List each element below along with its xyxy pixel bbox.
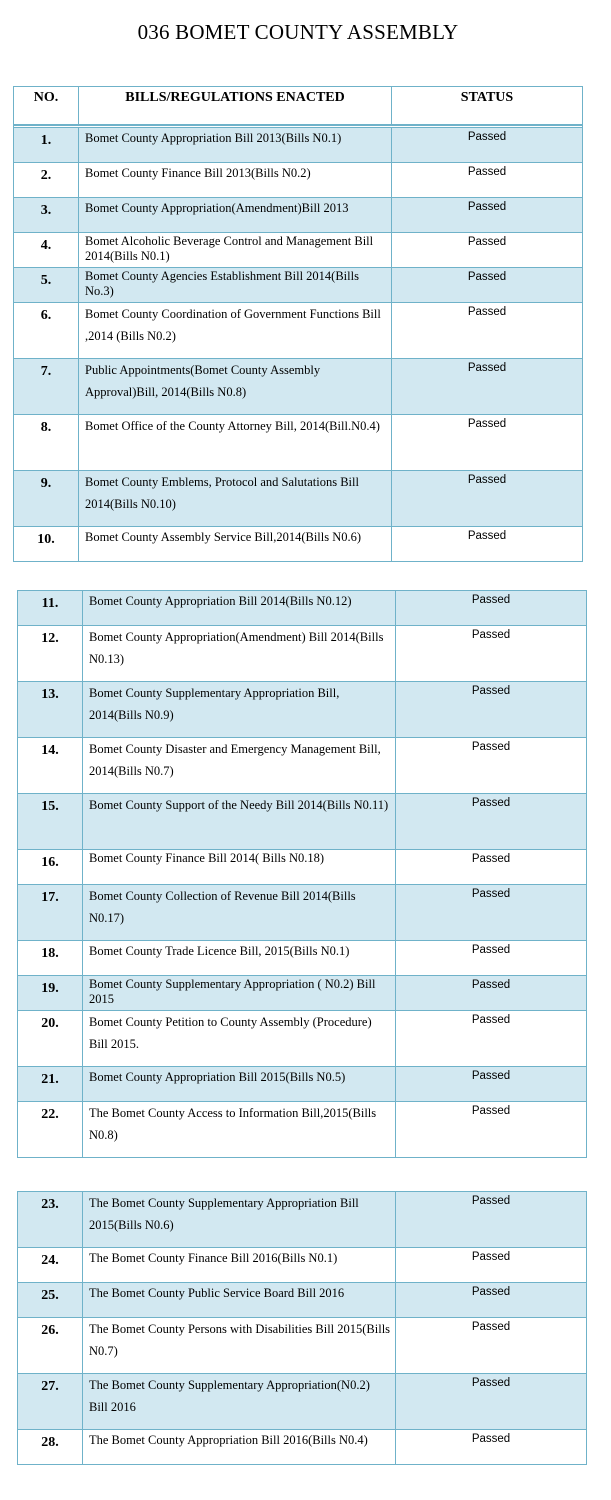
status-value: Passed: [396, 1102, 587, 1158]
status-value: Passed: [396, 850, 587, 885]
table-row: [14, 359, 583, 415]
table-row: [14, 233, 583, 268]
table-row: [14, 415, 583, 471]
row-number: 2.: [14, 163, 79, 198]
row-number: 3.: [14, 198, 79, 233]
bill-title: The Bomet County Access to Information Bill,2015(Bills N0.8): [83, 1102, 396, 1158]
bill-title: Bomet County Assembly Service Bill,2014(Bills N0.6): [79, 527, 392, 562]
table-row: [18, 1248, 587, 1283]
status-value: Passed: [392, 268, 583, 303]
status-value: Passed: [392, 415, 583, 471]
row-number: 5.: [14, 268, 79, 303]
status-value: Passed: [396, 1192, 587, 1248]
status-value: Passed: [392, 198, 583, 233]
bill-title: Bomet County Supplementary Appropriation Bill, 2014(Bills N0.9): [83, 682, 396, 738]
row-number: 11.: [18, 591, 83, 626]
bill-title: Bomet County Agencies Establishment Bill 2014(Bills No.3): [79, 268, 392, 303]
status-value: Passed: [396, 682, 587, 738]
status-value: Passed: [396, 1248, 587, 1283]
table-row: [18, 591, 587, 626]
table-row: [18, 738, 587, 794]
bill-title: Bomet County Finance Bill 2013(Bills N0.2): [79, 163, 392, 198]
bill-title: Bomet County Collection of Revenue Bill 2014(Bills N0.17): [83, 885, 396, 941]
status-value: Passed: [392, 471, 583, 527]
row-number: 21.: [18, 1067, 83, 1102]
status-value: Passed: [396, 885, 587, 941]
header-bill: BILLS/REGULATIONS ENACTED: [79, 87, 392, 126]
table-row: [18, 850, 587, 885]
bill-title: Bomet County Finance Bill 2014( Bills N0.18): [83, 850, 396, 885]
status-value: Passed: [396, 626, 587, 682]
status-value: Passed: [392, 359, 583, 415]
row-number: 1.: [14, 128, 79, 163]
bill-title: Bomet County Trade Licence Bill, 2015(Bills N0.1): [83, 941, 396, 976]
status-value: Passed: [396, 1318, 587, 1374]
bill-title: Public Appointments(Bomet County Assembly Approval)Bill, 2014(Bills N0.8): [79, 359, 392, 415]
row-number: 10.: [14, 527, 79, 562]
bill-title: Bomet County Appropriation Bill 2015(Bills N0.5): [83, 1067, 396, 1102]
row-number: 25.: [18, 1283, 83, 1318]
table-row: [18, 1102, 587, 1158]
row-number: 8.: [14, 415, 79, 471]
table-row: [14, 471, 583, 527]
table-row: [14, 198, 583, 233]
row-number: 13.: [18, 682, 83, 738]
status-value: Passed: [396, 1374, 587, 1430]
bill-title: Bomet Alcoholic Beverage Control and Management Bill 2014(Bills N0.1): [79, 233, 392, 268]
bill-title: The Bomet County Supplementary Appropriation(N0.2) Bill 2016: [83, 1374, 396, 1430]
bills-table-part-2: [17, 590, 587, 1158]
row-number: 27.: [18, 1374, 83, 1430]
row-number: 15.: [18, 794, 83, 850]
row-number: 22.: [18, 1102, 83, 1158]
bills-table-part-3: [17, 1191, 587, 1465]
bill-title: The Bomet County Persons with Disabilities Bill 2015(Bills N0.7): [83, 1318, 396, 1374]
bill-title: Bomet County Appropriation(Amendment)Bill 2013: [79, 198, 392, 233]
table-row: [18, 941, 587, 976]
row-number: 23.: [18, 1192, 83, 1248]
status-value: Passed: [396, 1283, 587, 1318]
bill-title: Bomet County Emblems, Protocol and Salutations Bill 2014(Bills N0.10): [79, 471, 392, 527]
status-value: Passed: [392, 303, 583, 359]
row-number: 20.: [18, 1011, 83, 1067]
row-number: 6.: [14, 303, 79, 359]
status-value: Passed: [396, 976, 587, 1011]
status-value: Passed: [396, 738, 587, 794]
bill-title: The Bomet County Finance Bill 2016(Bills N0.1): [83, 1248, 396, 1283]
row-number: 7.: [14, 359, 79, 415]
bills-table-part-1: [13, 86, 583, 562]
table-row: [14, 527, 583, 562]
row-number: 24.: [18, 1248, 83, 1283]
table-row: [18, 976, 587, 1011]
status-value: Passed: [392, 163, 583, 198]
bill-title: Bomet County Coordination of Government Functions Bill ,2014 (Bills N0.2): [79, 303, 392, 359]
bill-title: Bomet Office of the County Attorney Bill, 2014(Bill.N0.4): [79, 415, 392, 471]
table-row: [18, 1374, 587, 1430]
bill-title: Bomet County Appropriation(Amendment) Bill 2014(Bills N0.13): [83, 626, 396, 682]
table-row: [14, 163, 583, 198]
table-row: [18, 1011, 587, 1067]
status-value: Passed: [396, 1067, 587, 1102]
table-row: [18, 1192, 587, 1248]
row-number: 17.: [18, 885, 83, 941]
row-number: 12.: [18, 626, 83, 682]
bill-title: Bomet County Support of the Needy Bill 2014(Bills N0.11): [83, 794, 396, 850]
status-value: Passed: [396, 1430, 587, 1465]
row-number: 26.: [18, 1318, 83, 1374]
bill-title: Bomet County Appropriation Bill 2014(Bills N0.12): [83, 591, 396, 626]
header-status: STATUS: [392, 87, 583, 126]
page-title: 036 BOMET COUNTY ASSEMBLY: [137, 20, 459, 44]
table-row: [18, 794, 587, 850]
bill-title: The Bomet County Appropriation Bill 2016(Bills N0.4): [83, 1430, 396, 1465]
table-row: [18, 885, 587, 941]
status-value: Passed: [392, 233, 583, 268]
status-value: Passed: [392, 527, 583, 562]
table-row: [14, 128, 583, 163]
bill-title: Bomet County Appropriation Bill 2013(Bills N0.1): [79, 128, 392, 163]
table-row: [18, 1430, 587, 1465]
row-number: 18.: [18, 941, 83, 976]
table-header-row: [14, 87, 583, 126]
status-value: Passed: [396, 941, 587, 976]
row-number: 19.: [18, 976, 83, 1011]
table-row: [18, 1283, 587, 1318]
row-number: 9.: [14, 471, 79, 527]
table-row: [14, 268, 583, 303]
table-row: [14, 303, 583, 359]
bill-title: Bomet County Supplementary Appropriation ( N0.2) Bill 2015: [83, 976, 396, 1011]
bill-title: The Bomet County Supplementary Appropriation Bill 2015(Bills N0.6): [83, 1192, 396, 1248]
row-number: 14.: [18, 738, 83, 794]
status-value: Passed: [396, 1011, 587, 1067]
table-row: [18, 626, 587, 682]
status-value: Passed: [392, 128, 583, 163]
bill-title: Bomet County Petition to County Assembly (Procedure) Bill 2015.: [83, 1011, 396, 1067]
status-value: Passed: [396, 794, 587, 850]
table-row: [18, 1067, 587, 1102]
row-number: 4.: [14, 233, 79, 268]
header-no: NO.: [14, 87, 79, 126]
row-number: 16.: [18, 850, 83, 885]
bill-title: The Bomet County Public Service Board Bill 2016: [83, 1283, 396, 1318]
status-value: Passed: [396, 591, 587, 626]
row-number: 28.: [18, 1430, 83, 1465]
bill-title: Bomet County Disaster and Emergency Management Bill, 2014(Bills N0.7): [83, 738, 396, 794]
table-row: [18, 682, 587, 738]
table-row: [18, 1318, 587, 1374]
